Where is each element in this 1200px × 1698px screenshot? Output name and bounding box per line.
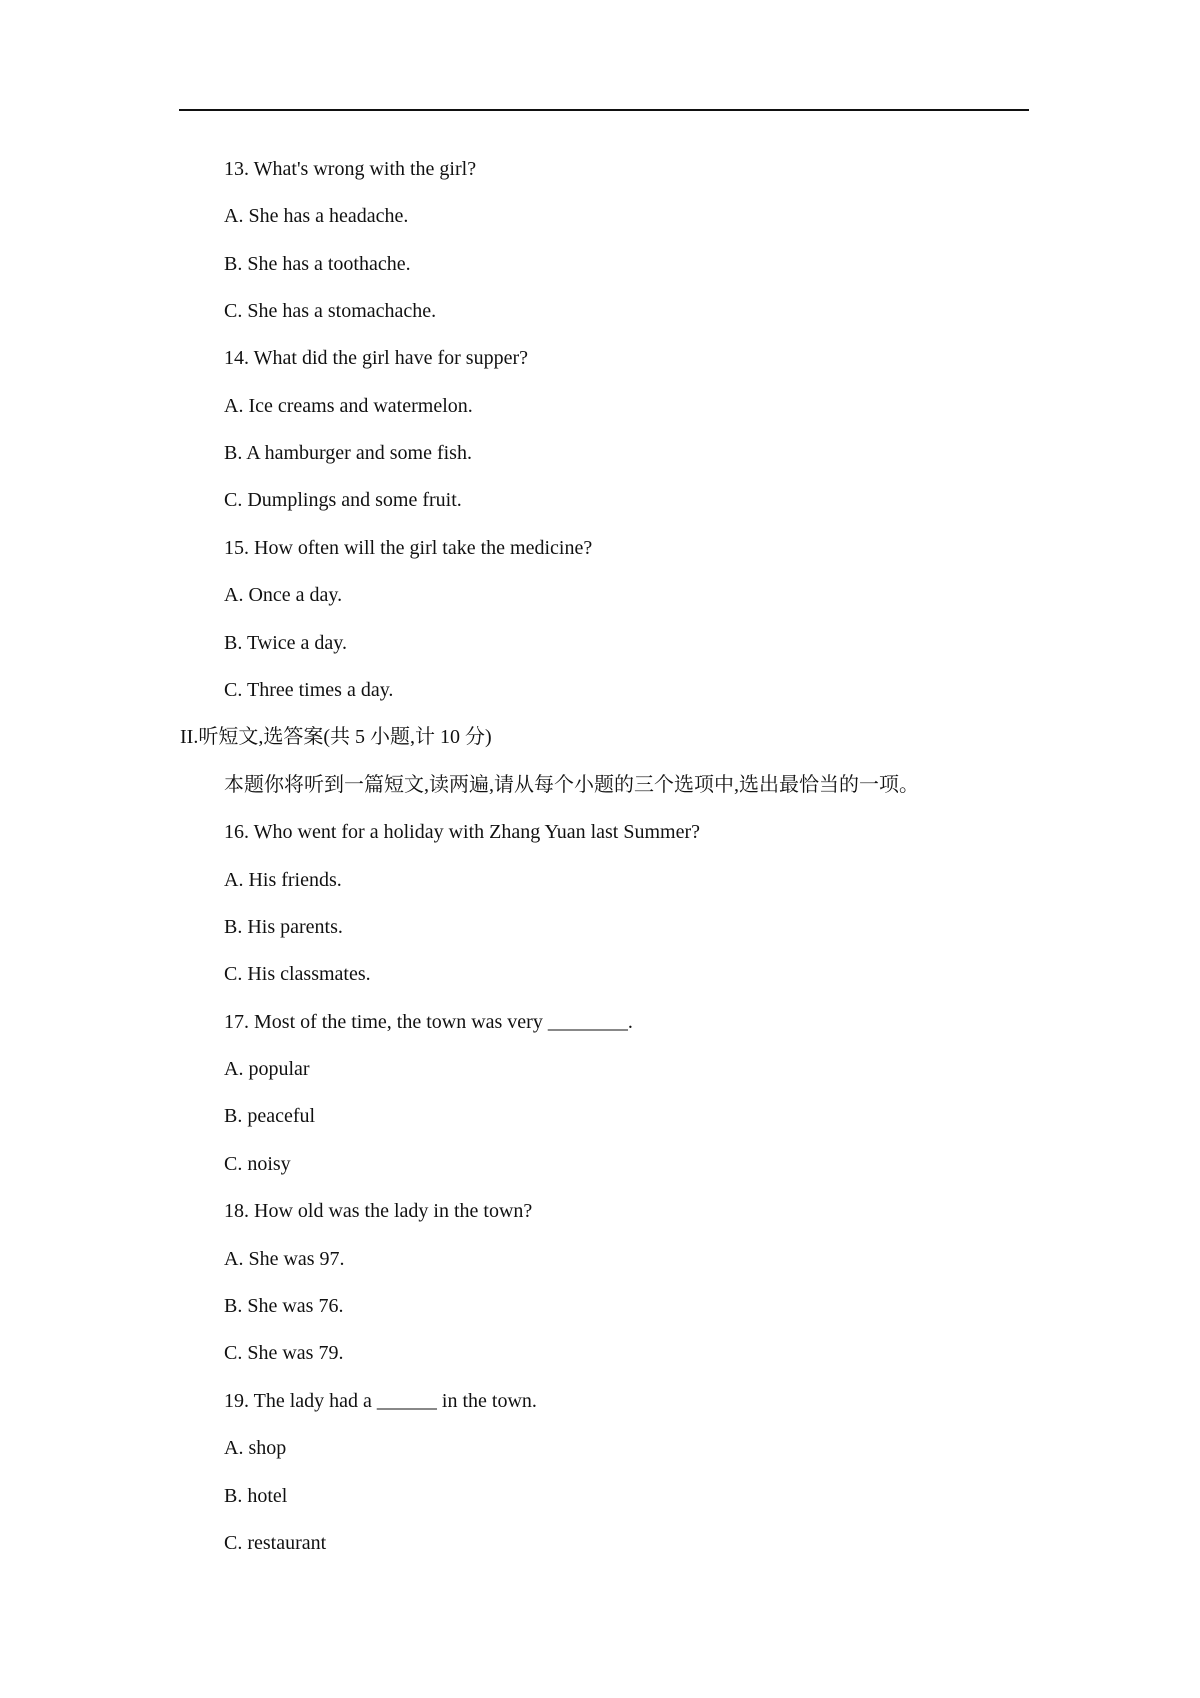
option-15a: A. Once a day. xyxy=(224,584,343,606)
question-13: 13. What's wrong with the girl? xyxy=(224,158,477,180)
section-heading: II.听短文,选答案(共 5 小题,计 10 分) xyxy=(180,726,492,748)
question-15: 15. How often will the girl take the medicine? xyxy=(224,537,593,559)
option-18a: A. She was 97. xyxy=(224,1248,345,1270)
option-18c: C. She was 79. xyxy=(224,1342,344,1364)
option-16b: B. His parents. xyxy=(224,916,343,938)
option-19c: C. restaurant xyxy=(224,1532,327,1554)
question-16: 16. Who went for a holiday with Zhang Yuan last Summer? xyxy=(224,821,701,843)
section-instruction: 本题你将听到一篇短文,读两遍,请从每个小题的三个选项中,选出最恰当的一项。 xyxy=(224,774,919,796)
option-15c: C. Three times a day. xyxy=(224,679,394,701)
option-17a: A. popular xyxy=(224,1058,310,1080)
option-17b: B. peaceful xyxy=(224,1105,316,1127)
option-18b: B. She was 76. xyxy=(224,1295,344,1317)
option-19a: A. shop xyxy=(224,1437,287,1459)
option-14a: A. Ice creams and watermelon. xyxy=(224,395,473,417)
option-16a: A. His friends. xyxy=(224,869,342,891)
option-13a: A. She has a headache. xyxy=(224,205,409,227)
question-18: 18. How old was the lady in the town? xyxy=(224,1200,533,1222)
option-14b: B. A hamburger and some fish. xyxy=(224,442,472,464)
option-17c: C. noisy xyxy=(224,1153,291,1175)
question-19: 19. The lady had a ______ in the town. xyxy=(224,1390,537,1412)
option-15b: B. Twice a day. xyxy=(224,632,348,654)
option-19b: B. hotel xyxy=(224,1485,288,1507)
option-14c: C. Dumplings and some fruit. xyxy=(224,489,462,511)
question-14: 14. What did the girl have for supper? xyxy=(224,347,528,369)
option-13b: B. She has a toothache. xyxy=(224,253,411,275)
option-13c: C. She has a stomachache. xyxy=(224,300,437,322)
header-rule xyxy=(179,109,1029,111)
question-17: 17. Most of the time, the town was very ________. xyxy=(224,1011,633,1033)
option-16c: C. His classmates. xyxy=(224,963,371,985)
